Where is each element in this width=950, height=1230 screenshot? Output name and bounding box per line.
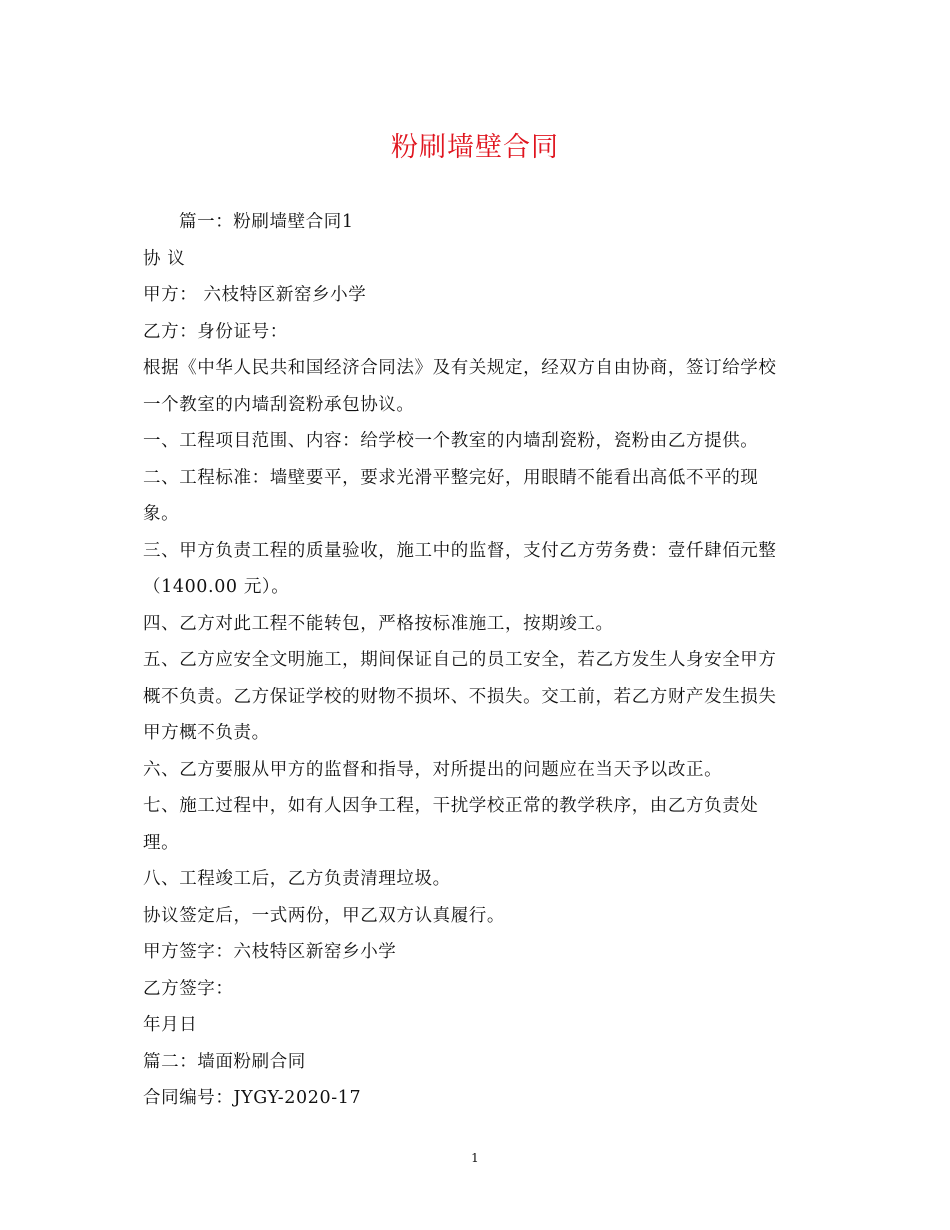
clause-6: 六、乙方要服从甲方的监督和指导，对所提出的问题应在当天予以改正。: [143, 759, 723, 780]
clause-4: 四、乙方对此工程不能转包，严格按标准施工，按期竣工。: [143, 613, 614, 634]
section-heading-1: 篇一：粉刷墙壁合同1: [179, 212, 354, 232]
document-body: [143, 204, 808, 1117]
clause-7-line-2: 理。: [143, 832, 180, 853]
clause-5-line-2: 概不负责。乙方保证学校的财物不损坏、不损失。交工前，若乙方财产发生损失: [143, 686, 777, 707]
clause-5-line-3: 甲方概不负责。: [143, 723, 270, 743]
section-heading-2: 篇二：墙面粉刷合同: [143, 1051, 306, 1072]
clause-7-line-1: 七、施工过程中，如有人因争工程，干扰学校正常的教学秩序，由乙方负责处: [143, 796, 759, 816]
clause-5-line-1: 五、乙方应安全文明施工，期间保证自己的员工安全，若乙方发生人身安全甲方: [143, 650, 777, 670]
date-line: 年月日: [143, 1015, 198, 1035]
page-number: 1: [471, 1151, 479, 1165]
party-a-line: 甲方： 六枝特区新窑乡小学: [143, 285, 367, 305]
closing-line: 协议签定后，一式两份，甲乙双方认真履行。: [143, 905, 505, 926]
clause-2-line-2: 象。: [143, 504, 180, 524]
clause-1: 一、工程项目范围、内容：给学校一个教室的内墙刮瓷粉，瓷粉由乙方提供。: [143, 431, 759, 451]
party-a-signature: 甲方签字：六枝特区新窑乡小学: [143, 942, 397, 962]
preamble-line-1: 根据《中华人民共和国经济合同法》及有关规定，经双方自由协商，签订给学校: [143, 358, 777, 378]
clause-3-line-2: （1400.00 元）。: [143, 577, 290, 597]
contract-number: 合同编号：JYGY-2020-17: [143, 1088, 362, 1108]
party-b-line: 乙方：身份证号：: [143, 321, 288, 342]
preamble-line-2: 一个教室的内墙刮瓷粉承包协议。: [143, 394, 415, 415]
party-b-signature: 乙方签字：: [143, 978, 234, 999]
clause-2-line-1: 二、工程标准：墙壁要平，要求光滑平整完好，用眼睛不能看出高低不平的现: [143, 467, 759, 488]
agreement-heading: 协 议: [143, 248, 186, 269]
document-title: 粉刷墙壁合同: [391, 132, 559, 163]
clause-8: 八、工程竣工后，乙方负责清理垃圾。: [143, 869, 451, 889]
clause-3-line-1: 三、甲方负责工程的质量验收，施工中的监督，支付乙方劳务费：壹仟肆佰元整: [143, 540, 777, 561]
